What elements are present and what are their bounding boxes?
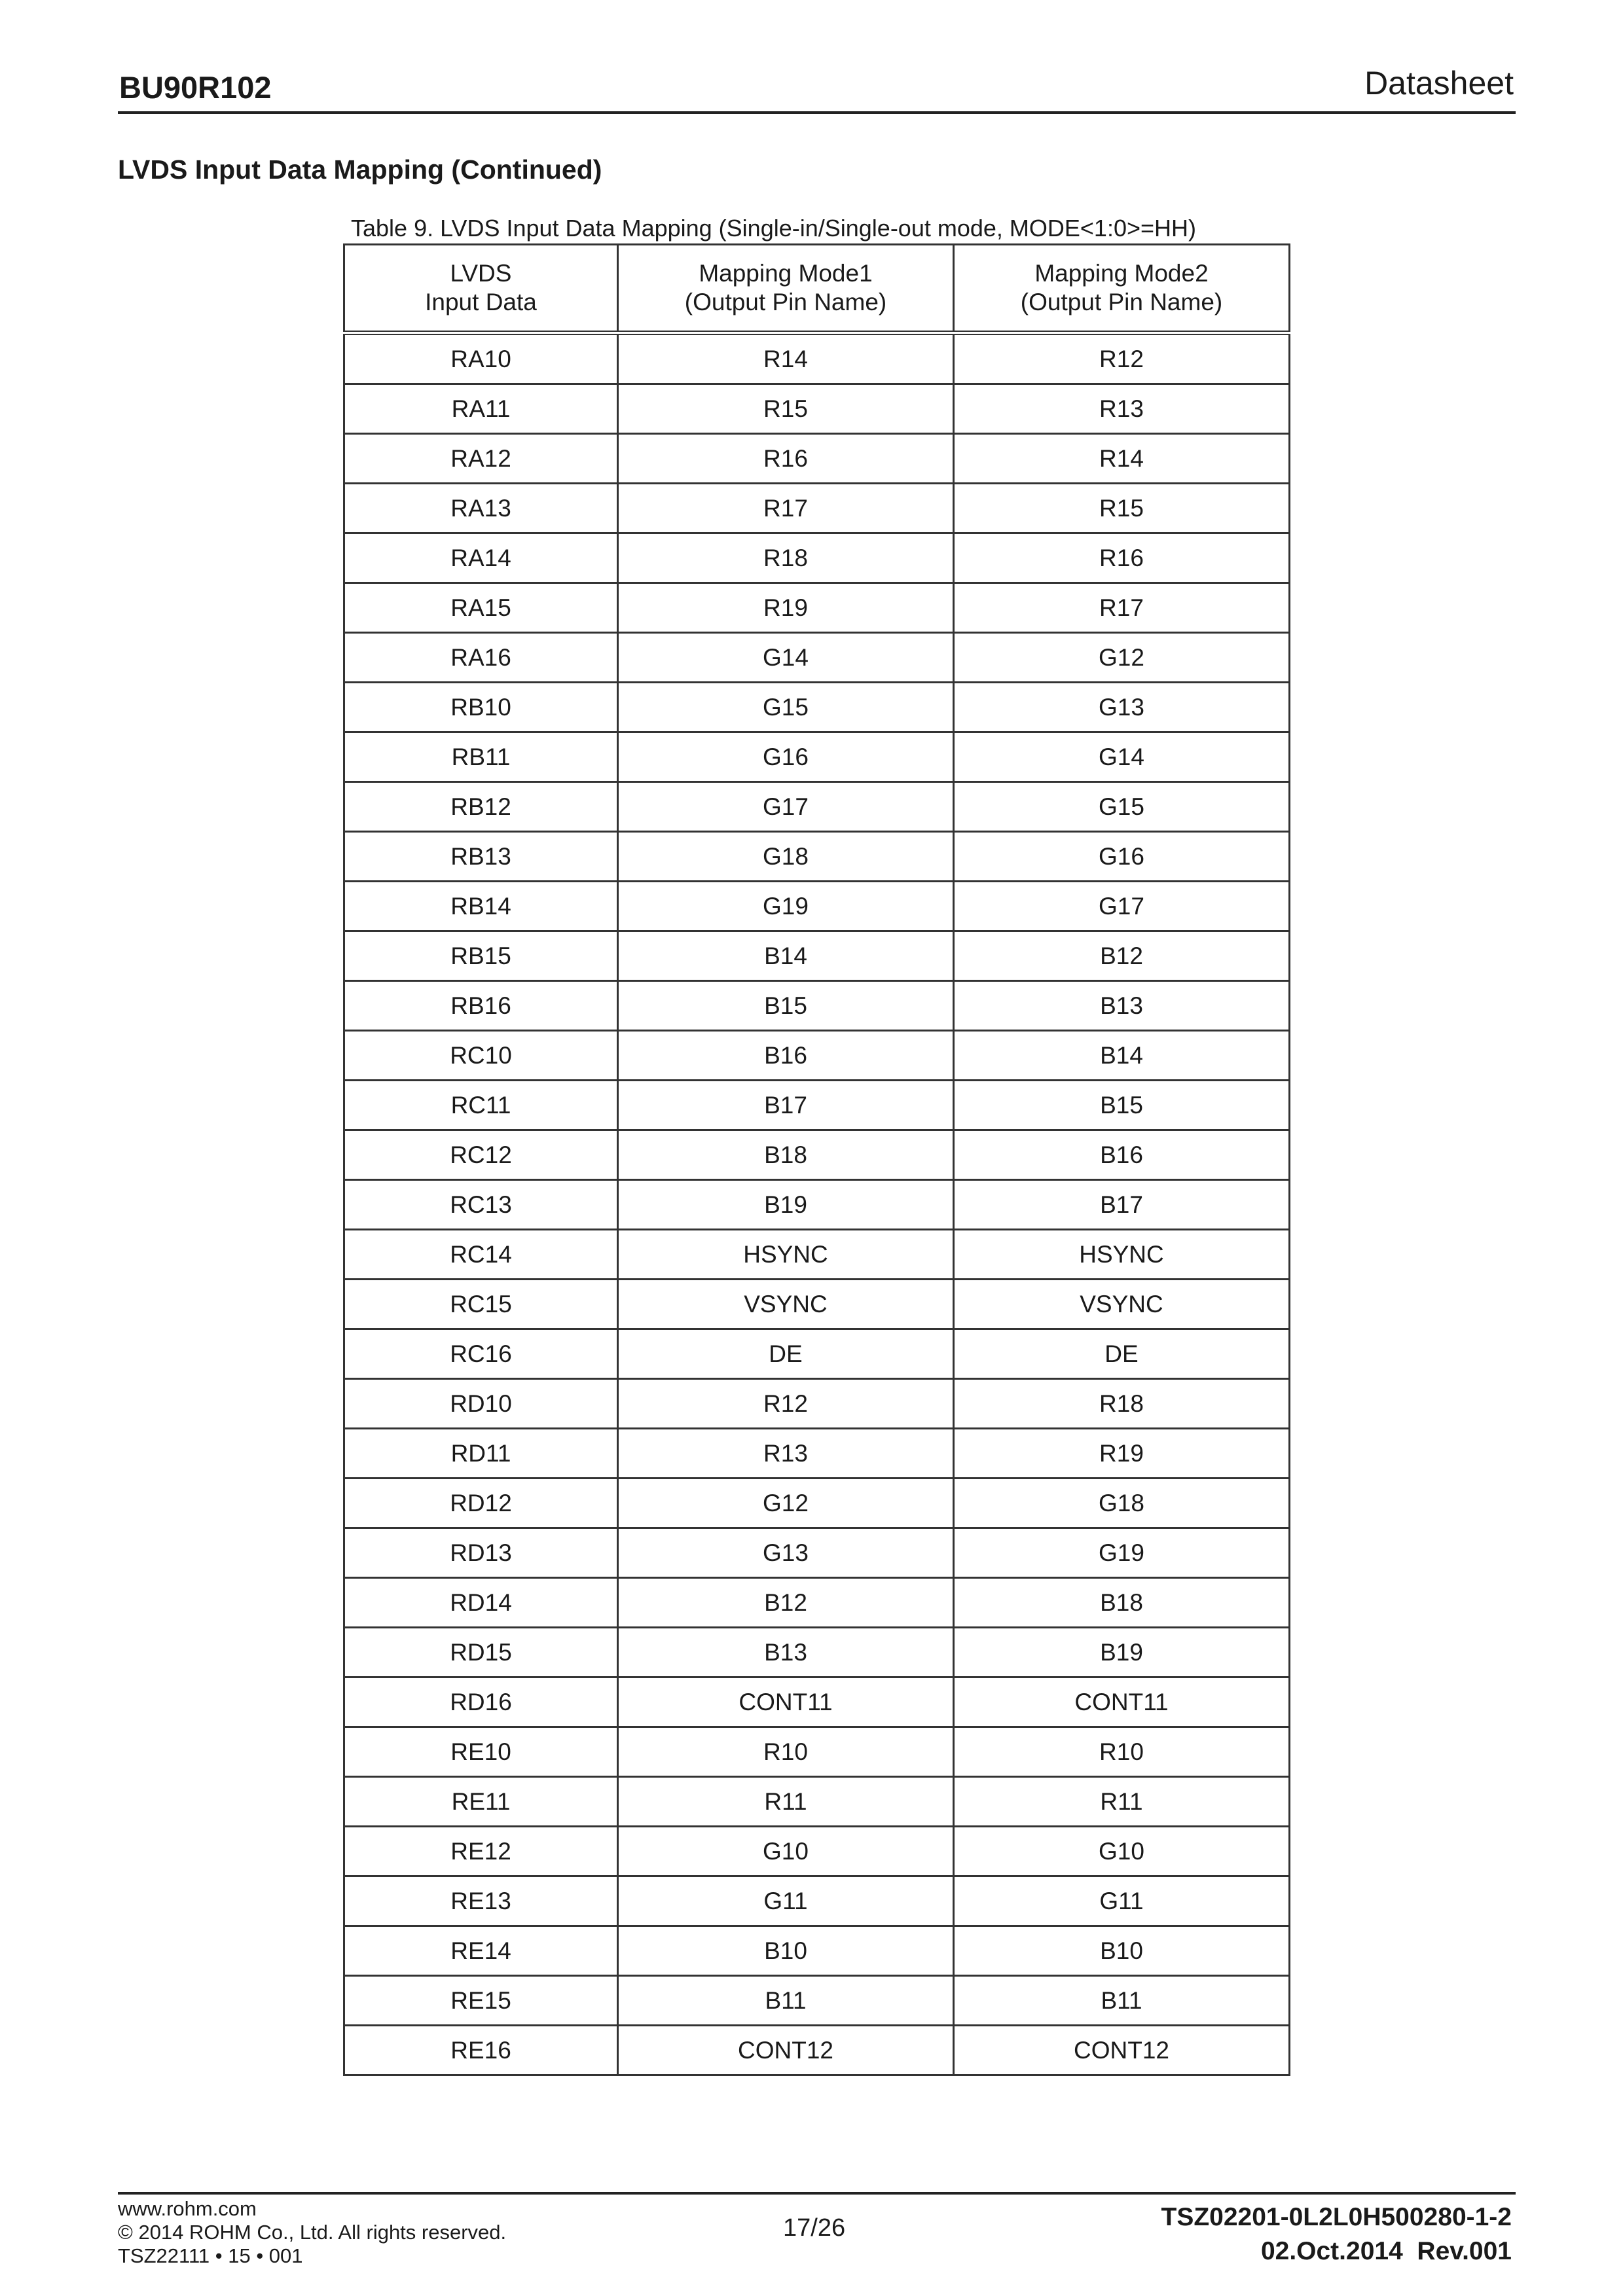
lvds-input-cell: RD16 — [344, 1677, 618, 1727]
mapping-mode1-cell: G14 — [618, 633, 954, 683]
mapping-mode1-cell: HSYNC — [618, 1230, 954, 1280]
table-row — [344, 1230, 1290, 1280]
lvds-input-cell: RC16 — [344, 1329, 618, 1379]
footer-copyright — [118, 2197, 506, 2268]
mapping-mode2-cell: R14 — [954, 434, 1290, 484]
mapping-mode2-cell: G19 — [954, 1528, 1290, 1578]
table-row — [344, 1528, 1290, 1578]
table-row — [344, 683, 1290, 732]
table-row — [344, 533, 1290, 583]
footer-form-code: TSZ22111 • 15 • 001 — [118, 2244, 303, 2267]
mapping-mode2-cell: R17 — [954, 583, 1290, 633]
page-number: 17/26 — [783, 2214, 846, 2242]
table-row — [344, 981, 1290, 1031]
header-divider — [118, 111, 1516, 114]
mapping-mode2-cell: G16 — [954, 832, 1290, 882]
mapping-mode1-cell: CONT12 — [618, 2026, 954, 2075]
lvds-input-cell: RD12 — [344, 1479, 618, 1528]
mapping-mode1-cell: B12 — [618, 1578, 954, 1628]
lvds-input-cell: RD13 — [344, 1528, 618, 1578]
mapping-mode1-cell: VSYNC — [618, 1280, 954, 1329]
lvds-input-cell: RC11 — [344, 1081, 618, 1130]
table-row — [344, 434, 1290, 484]
mapping-mode2-cell: B12 — [954, 931, 1290, 981]
document-type: Datasheet — [1364, 65, 1514, 101]
mapping-mode2-cell: G11 — [954, 1876, 1290, 1926]
header-line: Mapping Mode2 — [1034, 260, 1209, 287]
lvds-input-cell: RD10 — [344, 1379, 618, 1429]
table-row — [344, 1677, 1290, 1727]
header-line: LVDS — [450, 260, 512, 287]
mapping-mode2-cell: R13 — [954, 384, 1290, 434]
header-line: Input Data — [425, 289, 537, 315]
table-row — [344, 1926, 1290, 1976]
lvds-input-cell: RB10 — [344, 683, 618, 732]
date-revision: 02.Oct.2014 Rev.001 — [1260, 2237, 1512, 2265]
mapping-mode2-cell: R19 — [954, 1429, 1290, 1479]
table-row — [344, 484, 1290, 533]
header-mapping-mode2 — [954, 245, 1290, 333]
mapping-table — [343, 243, 1290, 2076]
lvds-input-cell: RE16 — [344, 2026, 618, 2075]
lvds-input-cell: RC15 — [344, 1280, 618, 1329]
lvds-input-cell: RB14 — [344, 882, 618, 931]
mapping-mode1-cell: B10 — [618, 1926, 954, 1976]
mapping-mode1-cell: G13 — [618, 1528, 954, 1578]
header-line: (Output Pin Name) — [684, 289, 887, 315]
header-line: Mapping Mode1 — [699, 260, 873, 287]
mapping-mode1-cell: R14 — [618, 333, 954, 384]
header-lvds-input — [344, 245, 618, 333]
mapping-mode1-cell: R16 — [618, 434, 954, 484]
table-row — [344, 333, 1290, 384]
mapping-mode1-cell: R11 — [618, 1777, 954, 1827]
lvds-input-cell: RA16 — [344, 633, 618, 683]
mapping-mode2-cell: R10 — [954, 1727, 1290, 1777]
footer-doc-info — [1161, 2200, 1512, 2269]
mapping-mode1-cell: B19 — [618, 1180, 954, 1230]
mapping-mode2-cell: B14 — [954, 1031, 1290, 1081]
mapping-mode1-cell: B13 — [618, 1628, 954, 1677]
lvds-input-cell: RA12 — [344, 434, 618, 484]
lvds-input-cell: RD15 — [344, 1628, 618, 1677]
mapping-mode1-cell: G15 — [618, 683, 954, 732]
mapping-mode1-cell: G19 — [618, 882, 954, 931]
table-row — [344, 583, 1290, 633]
table-row — [344, 1976, 1290, 2026]
lvds-input-cell: RD14 — [344, 1578, 618, 1628]
mapping-mode2-cell: B16 — [954, 1130, 1290, 1180]
table-header-row — [344, 245, 1290, 333]
mapping-mode1-cell: CONT11 — [618, 1677, 954, 1727]
table-row — [344, 384, 1290, 434]
mapping-mode2-cell: R16 — [954, 533, 1290, 583]
header-mapping-mode1 — [618, 245, 954, 333]
lvds-input-cell: RC13 — [344, 1180, 618, 1230]
mapping-mode2-cell: B10 — [954, 1926, 1290, 1976]
table-row — [344, 1081, 1290, 1130]
mapping-mode2-cell: R18 — [954, 1379, 1290, 1429]
footer-divider — [118, 2192, 1516, 2195]
table-row — [344, 931, 1290, 981]
mapping-mode2-cell: HSYNC — [954, 1230, 1290, 1280]
table-body — [344, 333, 1290, 2075]
mapping-mode1-cell: R17 — [618, 484, 954, 533]
mapping-mode1-cell: DE — [618, 1329, 954, 1379]
lvds-input-cell: RB11 — [344, 732, 618, 782]
mapping-mode1-cell: B14 — [618, 931, 954, 981]
mapping-mode1-cell: R18 — [618, 533, 954, 583]
mapping-mode1-cell: R13 — [618, 1429, 954, 1479]
lvds-input-cell: RB15 — [344, 931, 618, 981]
mapping-mode2-cell: R11 — [954, 1777, 1290, 1827]
mapping-mode1-cell: R10 — [618, 1727, 954, 1777]
lvds-input-cell: RE14 — [344, 1926, 618, 1976]
mapping-mode1-cell: G12 — [618, 1479, 954, 1528]
table-row — [344, 1628, 1290, 1677]
footer-website: www.rohm.com — [118, 2197, 257, 2220]
mapping-mode2-cell: G12 — [954, 633, 1290, 683]
table-row — [344, 1379, 1290, 1429]
mapping-mode2-cell: R12 — [954, 333, 1290, 384]
mapping-mode1-cell: B16 — [618, 1031, 954, 1081]
lvds-input-cell: RE10 — [344, 1727, 618, 1777]
mapping-mode2-cell: B11 — [954, 1976, 1290, 2026]
lvds-input-cell: RE11 — [344, 1777, 618, 1827]
table-row — [344, 1876, 1290, 1926]
table-row — [344, 1429, 1290, 1479]
mapping-mode2-cell: G15 — [954, 782, 1290, 832]
mapping-mode2-cell: G14 — [954, 732, 1290, 782]
mapping-mode2-cell: B19 — [954, 1628, 1290, 1677]
table-row — [344, 782, 1290, 832]
mapping-mode1-cell: G16 — [618, 732, 954, 782]
lvds-input-cell: RA14 — [344, 533, 618, 583]
lvds-input-cell: RA10 — [344, 333, 618, 384]
footer-copyright-line: © 2014 ROHM Co., Ltd. All rights reserved. — [118, 2221, 507, 2244]
table-row — [344, 633, 1290, 683]
table-row — [344, 1031, 1290, 1081]
mapping-mode2-cell: VSYNC — [954, 1280, 1290, 1329]
table-row — [344, 2026, 1290, 2075]
lvds-input-cell: RB12 — [344, 782, 618, 832]
mapping-mode1-cell: G11 — [618, 1876, 954, 1926]
mapping-mode2-cell: DE — [954, 1329, 1290, 1379]
mapping-mode1-cell: B15 — [618, 981, 954, 1031]
table-row — [344, 1827, 1290, 1876]
mapping-mode2-cell: B13 — [954, 981, 1290, 1031]
mapping-mode2-cell: B17 — [954, 1180, 1290, 1230]
mapping-mode1-cell: R12 — [618, 1379, 954, 1429]
mapping-mode1-cell: B17 — [618, 1081, 954, 1130]
mapping-mode2-cell: B18 — [954, 1578, 1290, 1628]
table-row — [344, 1130, 1290, 1180]
document-id: TSZ02201-0L2L0H500280-1-2 — [1161, 2203, 1512, 2231]
lvds-input-cell: RB16 — [344, 981, 618, 1031]
table-row — [344, 1727, 1290, 1777]
mapping-mode1-cell: G10 — [618, 1827, 954, 1876]
table-row — [344, 882, 1290, 931]
table-row — [344, 1479, 1290, 1528]
mapping-mode2-cell: G18 — [954, 1479, 1290, 1528]
table-row — [344, 1280, 1290, 1329]
mapping-mode1-cell: G17 — [618, 782, 954, 832]
mapping-mode1-cell: R19 — [618, 583, 954, 633]
mapping-mode2-cell: CONT11 — [954, 1677, 1290, 1727]
lvds-input-cell: RE12 — [344, 1827, 618, 1876]
mapping-mode1-cell: G18 — [618, 832, 954, 882]
mapping-mode2-cell: G13 — [954, 683, 1290, 732]
header-line: (Output Pin Name) — [1020, 289, 1223, 315]
lvds-input-cell: RA11 — [344, 384, 618, 434]
lvds-input-cell: RC14 — [344, 1230, 618, 1280]
table-row — [344, 732, 1290, 782]
mapping-mode2-cell: CONT12 — [954, 2026, 1290, 2075]
mapping-mode2-cell: R15 — [954, 484, 1290, 533]
table-caption: Table 9. LVDS Input Data Mapping (Single-in/Single-out mode, MODE<1:0>=HH) — [351, 215, 1197, 242]
mapping-mode2-cell: G10 — [954, 1827, 1290, 1876]
lvds-input-cell: RC10 — [344, 1031, 618, 1081]
lvds-input-cell: RE15 — [344, 1976, 618, 2026]
mapping-mode1-cell: B18 — [618, 1130, 954, 1180]
section-title: LVDS Input Data Mapping (Continued) — [118, 154, 602, 185]
mapping-mode2-cell: B15 — [954, 1081, 1290, 1130]
table-row — [344, 832, 1290, 882]
lvds-input-cell: RA15 — [344, 583, 618, 633]
lvds-input-cell: RE13 — [344, 1876, 618, 1926]
lvds-input-cell: RC12 — [344, 1130, 618, 1180]
mapping-mode1-cell: B11 — [618, 1976, 954, 2026]
lvds-input-cell: RB13 — [344, 832, 618, 882]
table-row — [344, 1777, 1290, 1827]
lvds-input-cell: RA13 — [344, 484, 618, 533]
table-row — [344, 1329, 1290, 1379]
lvds-input-cell: RD11 — [344, 1429, 618, 1479]
mapping-mode2-cell: G17 — [954, 882, 1290, 931]
table-row — [344, 1180, 1290, 1230]
mapping-mode1-cell: R15 — [618, 384, 954, 434]
table-row — [344, 1578, 1290, 1628]
part-number: BU90R102 — [119, 70, 272, 105]
